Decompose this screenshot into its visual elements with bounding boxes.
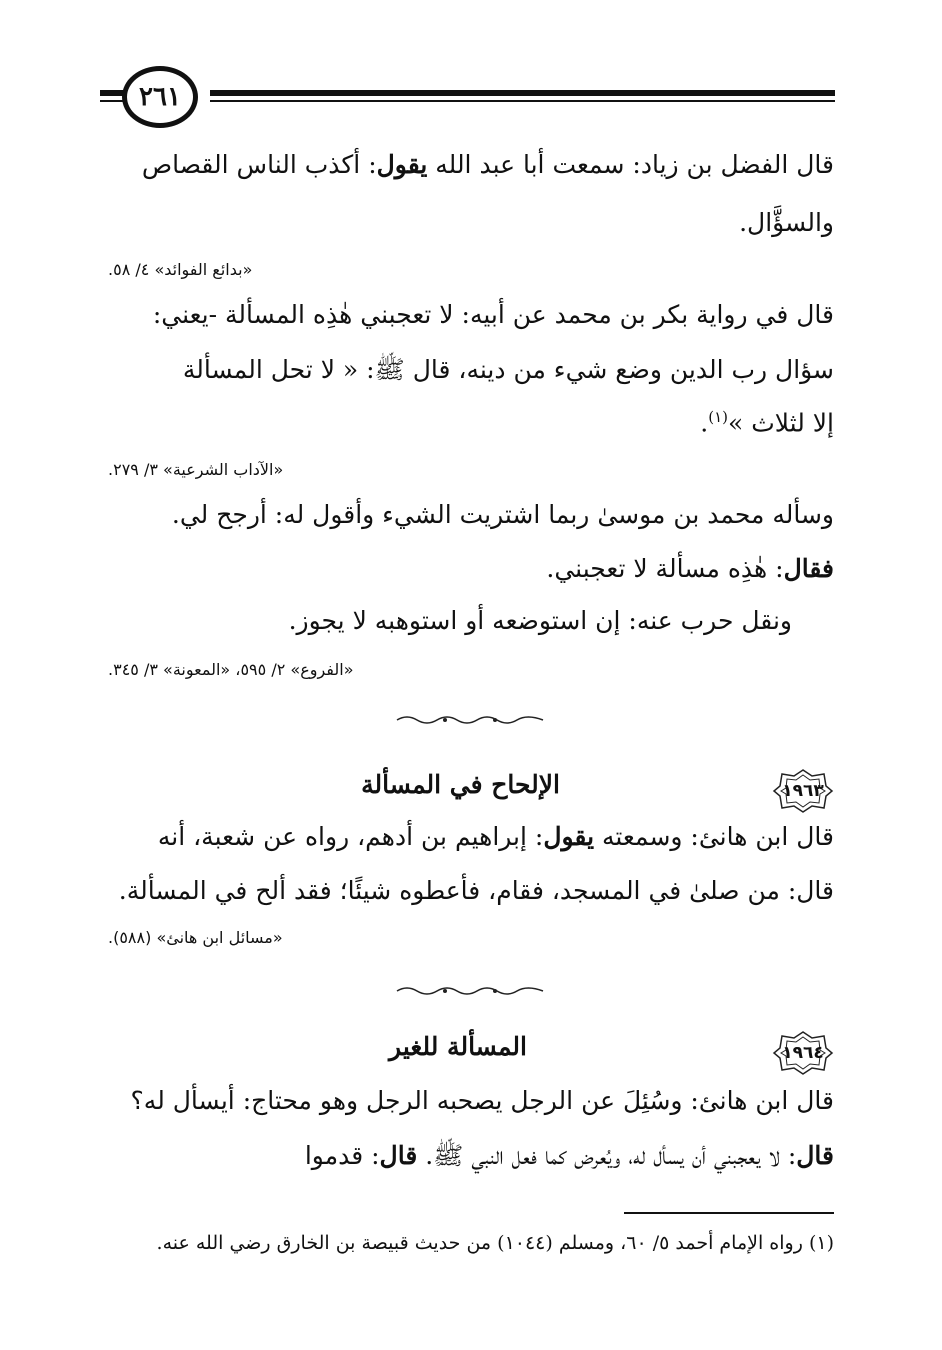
section1963-verb: يقول bbox=[543, 822, 595, 851]
footnote bbox=[157, 1232, 834, 1254]
block2-source: «الآداب الشرعية» ٣/ ٢٧٩. bbox=[108, 460, 284, 479]
section-number-badge bbox=[772, 768, 834, 814]
section1964-line2 bbox=[305, 1140, 834, 1177]
block2-line3-end: . bbox=[700, 408, 709, 438]
block2-line1: قال في رواية بكر بن محمد عن أبيه: لا تعجبني هٰذِه المسألة -يعني: bbox=[152, 300, 834, 329]
block3-line1: وسأله محمد بن موسىٰ ربما اشتريت الشيء وأقول له: أرجح لي. bbox=[171, 500, 834, 529]
block1-speaker: قال الفضل بن زياد: سمعت أبا عبد الله bbox=[427, 150, 834, 179]
ornament-icon bbox=[395, 714, 545, 726]
block3-line3: ونقل حرب عنه: إن استوضعه أو استوهبه لا يجوز. bbox=[288, 606, 792, 635]
header-rule-thin bbox=[210, 100, 835, 102]
section1963-source: «مسائل ابن هانئ» (٥٨٨). bbox=[108, 928, 283, 947]
section-number: ١٩٦٣ bbox=[782, 781, 824, 801]
section-number: ١٩٦٤ bbox=[782, 1043, 824, 1063]
block2-line3-text: إلا لثلاث » bbox=[727, 408, 834, 438]
section1964-line1: قال ابن هانئ: وسُئِلَ عن الرجل يصحبه الرجل وهو محتاج: أيسأل له؟ bbox=[130, 1086, 834, 1115]
block1-line1 bbox=[142, 150, 834, 179]
footnote-ref: (١) bbox=[708, 408, 728, 426]
section1963-line1-b: : إبراهيم بن أدهم، رواه عن شعبة، أنه bbox=[157, 822, 544, 851]
section1964-qal-2: قال bbox=[379, 1141, 418, 1170]
section1964-qal-1: قال bbox=[796, 1141, 834, 1170]
block3-fa-qal: فقال bbox=[783, 554, 834, 583]
block3-line2-rest: : هٰذِه مسألة لا تعجبني. bbox=[546, 554, 784, 583]
page-number: ٢٦١ bbox=[139, 82, 181, 112]
block1-verb: يقول bbox=[376, 150, 428, 179]
footnote-rule bbox=[624, 1212, 834, 1214]
block2-line3 bbox=[700, 408, 834, 437]
section-title: المسألة للغير bbox=[389, 1032, 527, 1061]
block3-line2 bbox=[546, 554, 834, 583]
block3-source: «الفروع» ٢/ ٥٩٥، «المعونة» ٣/ ٣٤٥. bbox=[108, 660, 354, 679]
section1963-line2: قال: من صلىٰ في المسجد، فقام، فأعطوه شيئًا؛ فقد ألح في المسألة. bbox=[118, 876, 834, 905]
page-number-badge bbox=[122, 66, 198, 128]
block1-line2: والسؤَّال. bbox=[739, 208, 834, 237]
ornament-divider bbox=[390, 713, 550, 727]
block2-line2: سؤال رب الدين وضع شيء من دينه، قال ﷺ: « لا تحل المسألة bbox=[182, 355, 834, 384]
footnote-marker: (١) bbox=[808, 1232, 834, 1254]
page-header bbox=[100, 62, 835, 132]
ornament-icon bbox=[395, 985, 545, 997]
section1964-line2-end: : قدموا bbox=[304, 1141, 380, 1170]
block1-rest: : أكذب الناس القصاص bbox=[141, 150, 377, 179]
section1963-line1 bbox=[158, 822, 834, 851]
block1-source: «بدائع الفوائد» ٤/ ٥٨. bbox=[108, 260, 253, 279]
section-title: الإلحاح في المسألة bbox=[361, 770, 560, 799]
section1963-line1-a: قال ابن هانئ: وسمعته bbox=[594, 822, 834, 851]
header-rule-thick bbox=[210, 90, 835, 96]
footnote-text: رواه الإمام أحمد ٥/ ٦٠، ومسلم (١٠٤٤) من حديث قبيصة بن الخارق رضي الله عنه. bbox=[156, 1232, 803, 1254]
section-number-badge bbox=[772, 1030, 834, 1076]
ornament-divider bbox=[390, 984, 550, 998]
section1964-line2-mid: : لا يعجبني أن يسأل له، ويُعرض كما فعل النبي ﷺ. bbox=[417, 1141, 797, 1170]
